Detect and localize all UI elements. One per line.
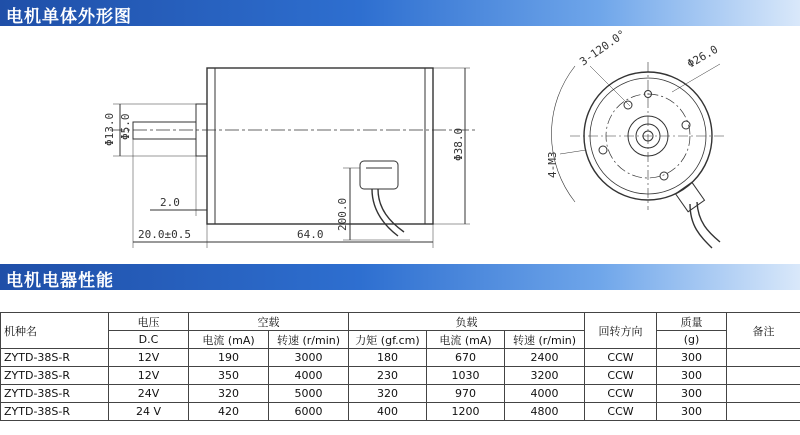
header-torque: 力矩 (gf.cm): [349, 331, 427, 349]
cell-remark: [727, 349, 800, 367]
cell-l-current: 1200: [427, 403, 505, 421]
performance-table: [0, 312, 800, 421]
cell-mass: 300: [657, 403, 727, 421]
dim-shaft-inner: Φ5.0: [119, 113, 132, 140]
cell-voltage: 24V: [109, 385, 189, 403]
cell-l-speed: 4800: [505, 403, 585, 421]
section-banner-outline: [0, 0, 800, 26]
dim-angle: 3-120.0°: [577, 27, 629, 69]
cell-l-current: 970: [427, 385, 505, 403]
cell-direction: CCW: [585, 385, 657, 403]
cell-nl-current: 350: [189, 367, 269, 385]
header-remark: 备注: [727, 313, 800, 349]
lead-terminal: [360, 161, 398, 189]
cell-model: ZYTD-38S-R: [1, 385, 109, 403]
cell-torque: 320: [349, 385, 427, 403]
cell-torque: 230: [349, 367, 427, 385]
motor-outline-drawing: [0, 26, 800, 264]
header-load: 负载: [349, 313, 585, 331]
cell-l-current: 1030: [427, 367, 505, 385]
cell-l-current: 670: [427, 349, 505, 367]
cell-nl-current: 190: [189, 349, 269, 367]
cell-voltage: 12V: [109, 349, 189, 367]
cell-nl-speed: 6000: [269, 403, 349, 421]
dim-body-len: 64.0: [297, 228, 324, 241]
header-l-speed: 转速 (r/min): [505, 331, 585, 349]
cell-direction: CCW: [585, 349, 657, 367]
cell-direction: CCW: [585, 403, 657, 421]
cell-direction: CCW: [585, 367, 657, 385]
cell-torque: 180: [349, 349, 427, 367]
table-row: [1, 349, 800, 367]
cell-remark: [727, 367, 800, 385]
section-title-outline: 电机单体外形图: [6, 7, 132, 27]
cell-nl-current: 320: [189, 385, 269, 403]
header-mass-unit: (g): [657, 331, 727, 349]
table-row: [1, 367, 800, 385]
header-nl-speed: 转速 (r/min): [269, 331, 349, 349]
dim-lead-len: 200.0: [336, 197, 349, 231]
cell-l-speed: 4000: [505, 385, 585, 403]
cell-remark: [727, 385, 800, 403]
cell-voltage: 24 V: [109, 403, 189, 421]
header-l-current: 电流 (mA): [427, 331, 505, 349]
dim-holes: 4-M3: [546, 151, 559, 178]
cell-nl-speed: 3000: [269, 349, 349, 367]
section-title-performance: 电机电器性能: [6, 271, 114, 291]
motor-body: [207, 68, 433, 224]
cell-model: ZYTD-38S-R: [1, 367, 109, 385]
table-row: [1, 403, 800, 421]
table-header-row-1: [1, 313, 800, 331]
dim-pcd: Φ26.0: [685, 42, 721, 71]
cell-nl-speed: 4000: [269, 367, 349, 385]
dim-shaft-len: 20.0±0.5: [138, 228, 191, 241]
cell-remark: [727, 403, 800, 421]
header-mass: 质量: [657, 313, 727, 331]
cell-nl-current: 420: [189, 403, 269, 421]
motor-shaft: [133, 122, 196, 139]
cell-model: ZYTD-38S-R: [1, 349, 109, 367]
cell-voltage: 12V: [109, 367, 189, 385]
cell-mass: 300: [657, 349, 727, 367]
cell-nl-speed: 5000: [269, 385, 349, 403]
cell-l-speed: 2400: [505, 349, 585, 367]
table-row: [1, 385, 800, 403]
header-direction: 回转方向: [585, 313, 657, 349]
cell-mass: 300: [657, 385, 727, 403]
dim-body-dia: Φ38.0: [452, 127, 465, 161]
header-voltage-unit: D.C: [109, 331, 189, 349]
cell-l-speed: 3200: [505, 367, 585, 385]
cell-model: ZYTD-38S-R: [1, 403, 109, 421]
header-model: 机种名: [1, 313, 109, 349]
cell-mass: 300: [657, 367, 727, 385]
cell-torque: 400: [349, 403, 427, 421]
table-header-row-2: [1, 331, 800, 349]
header-nl-current: 电流 (mA): [189, 331, 269, 349]
header-voltage: 电压: [109, 313, 189, 331]
dim-boss: 2.0: [160, 196, 180, 209]
header-no-load: 空载: [189, 313, 349, 331]
dim-shaft-outer: Φ13.0: [103, 112, 116, 146]
section-banner-performance: [0, 264, 800, 290]
